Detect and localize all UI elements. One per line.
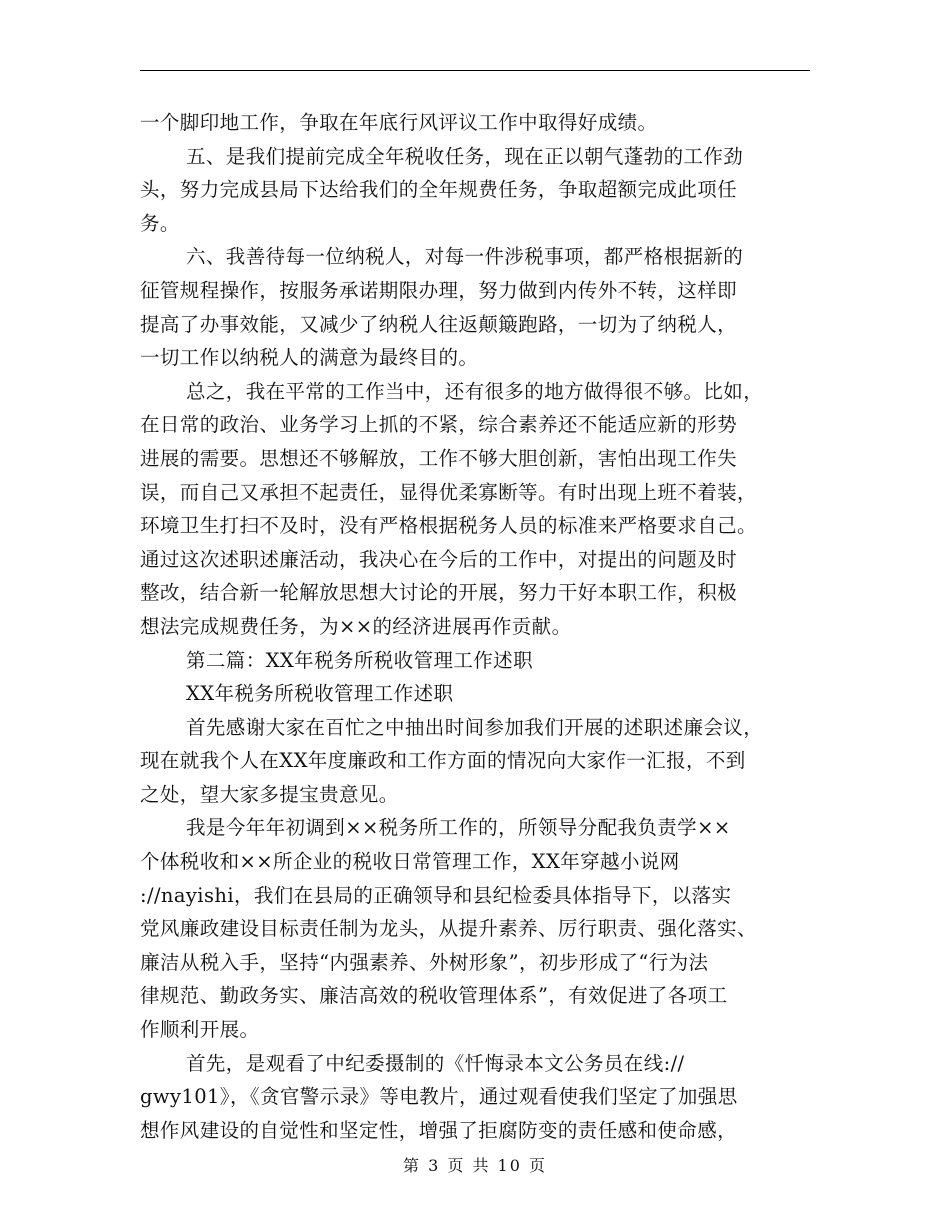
text-line: gwy101》，《贪官警示录》等电教片，通过观看使我们坚定了加强思 <box>140 1085 738 1109</box>
text-line: 六、我善待每一位纳税人，对每一件涉税事项，都严格根据新的 <box>186 245 744 269</box>
text-line: 环境卫生打扫不及时，没有严格根据税务人员的标准来严格要求自己。 <box>140 514 757 538</box>
text-line: 首先感谢大家在百忙之中抽出时间参加我们开展的述职述廉会议， <box>186 715 764 739</box>
header-rule <box>140 70 810 71</box>
page-footer: 第 3 页 共 10 页 <box>403 1156 547 1175</box>
text-line: 五、是我们提前完成全年税收任务，现在正以朝气蓬勃的工作劲 <box>186 144 744 168</box>
text-line: 第二篇：XX年税务所税收管理工作述职 <box>186 648 533 672</box>
text-line: 务。 <box>140 211 180 235</box>
document-body <box>140 106 810 1147</box>
text-line: 个体税收和××所企业的税收日常管理工作，XX年穿越小说网 <box>140 850 680 874</box>
text-line: 想作风建设的自觉性和坚定性，增强了拒腐防变的责任感和使命感， <box>140 1118 738 1142</box>
text-line: 作顺利开展。 <box>140 1018 260 1042</box>
text-line: 想法完成规费任务，为××的经济进展再作贡献。 <box>140 614 572 638</box>
text-line: 整改，结合新一轮解放思想大讨论的开展，努力干好本职工作，积极 <box>140 581 738 605</box>
text-line: 党风廉政建设目标责任制为龙头，从提升素养、厉行职责、强化落实、 <box>140 917 757 941</box>
text-line: 头，努力完成县局下达给我们的全年规费任务，争取超额完成此项任 <box>140 178 738 202</box>
text-line: 现在就我个人在XX年度廉政和工作方面的情况向大家作一汇报，不到 <box>140 749 746 773</box>
text-line: 通过这次述职述廉活动，我决心在今后的工作中，对提出的问题及时 <box>140 547 738 571</box>
text-line: 律规范、勤政务实、廉洁高效的税收管理体系”，有效促进了各项工 <box>140 984 728 1008</box>
text-line: 一切工作以纳税人的满意为最终目的。 <box>140 346 479 370</box>
text-line: 在日常的政治、业务学习上抓的不紧，综合素养还不能适应新的形势 <box>140 413 738 437</box>
text-line: 进展的需要。思想还不够解放，工作不够大胆创新，害怕出现工作失 <box>140 446 738 470</box>
text-line: ://nayishi，我们在县局的正确领导和县纪检委具体指导下，以落实 <box>140 883 732 907</box>
text-line: 误，而自己又承担不起责任，显得优柔寡断等。有时出现上班不着装， <box>140 480 757 504</box>
text-line: 之处，望大家多提宝贵意见。 <box>140 782 399 806</box>
text-line: XX年税务所税收管理工作述职 <box>186 682 454 706</box>
text-line: 我是今年年初调到××税务所工作的，所领导分配我负责学×× <box>186 816 731 840</box>
text-line: 首先，是观看了中纪委摄制的《忏悔录本文公务员在线:// <box>186 1051 685 1075</box>
text-line: 征管规程操作，按服务承诺期限办理，努力做到内传外不转，这样即 <box>140 278 738 302</box>
text-line: 总之，我在平常的工作当中，还有很多的地方做得很不够。比如， <box>186 379 764 403</box>
text-line: 提高了办事效能，又减少了纳税人往返颠簸跑路，一切为了纳税人， <box>140 312 738 336</box>
text-line: 一个脚印地工作，争取在年底行风评议工作中取得好成绩。 <box>140 111 658 134</box>
text-line: 廉洁从税入手，坚持“内强素养、外树形象”，初步形成了“行为法 <box>140 950 709 974</box>
